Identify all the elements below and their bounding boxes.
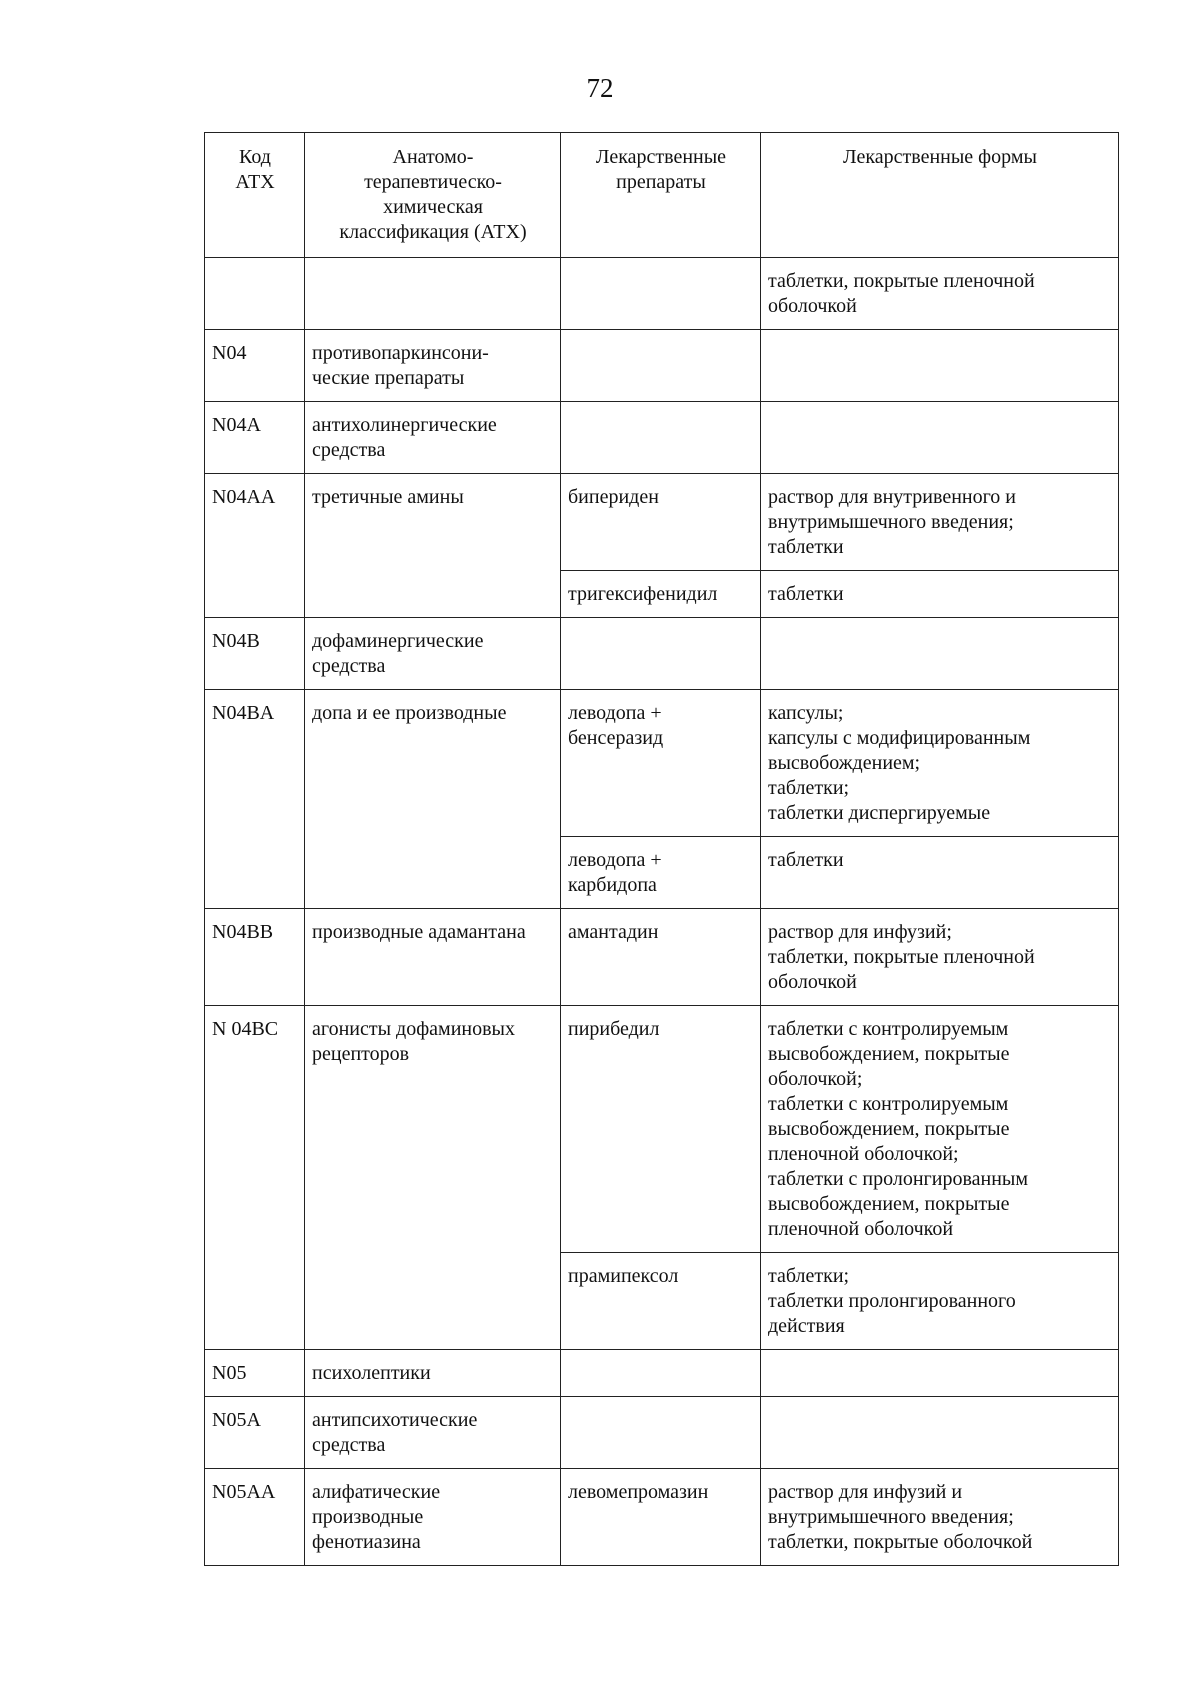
forms-cell: таблетки — [761, 837, 1119, 909]
table-row — [205, 909, 1119, 1006]
code-cell: N05A — [205, 1397, 305, 1469]
forms-cell: таблетки с контролируемым высвобождением, покрытые оболочкой; таблетки с контролируемым высвобождением, покрытые пленочной оболочкой; таблетки с пролонгированным высвобождением, покрытые пленочной оболочкой — [761, 1006, 1119, 1253]
classification-cell: антихолинергические средства — [305, 402, 561, 474]
table-row — [205, 1350, 1119, 1397]
table-row — [205, 690, 1119, 837]
code-cell: N04BA — [205, 690, 305, 909]
atx-table — [204, 132, 1119, 1566]
header-classification: Анатомо- терапевтическо- химическая классификация (АТХ) — [305, 133, 561, 258]
code-cell: N04A — [205, 402, 305, 474]
classification-cell: противопаркинсони- ческие препараты — [305, 330, 561, 402]
code-cell: N04BB — [205, 909, 305, 1006]
table-row — [205, 1397, 1119, 1469]
table-row — [205, 1006, 1119, 1253]
table-row — [205, 330, 1119, 402]
classification-cell: дофаминергические средства — [305, 618, 561, 690]
forms-cell: таблетки; таблетки пролонгированного действия — [761, 1253, 1119, 1350]
header-code: Код АТХ — [205, 133, 305, 258]
classification-cell: производные адамантана — [305, 909, 561, 1006]
drug-cell — [561, 618, 761, 690]
header-drugs: Лекарственные препараты — [561, 133, 761, 258]
table-row — [205, 258, 1119, 330]
table-row — [205, 1469, 1119, 1566]
code-cell: N05 — [205, 1350, 305, 1397]
forms-cell — [761, 402, 1119, 474]
forms-cell: капсулы; капсулы с модифицированным высвобождением; таблетки; таблетки диспергируемые — [761, 690, 1119, 837]
forms-cell: раствор для внутривенного и внутримышечного введения; таблетки — [761, 474, 1119, 571]
drug-cell — [561, 1350, 761, 1397]
forms-cell — [761, 1350, 1119, 1397]
classification-cell: агонисты дофаминовых рецепторов — [305, 1006, 561, 1350]
forms-cell: таблетки, покрытые пленочной оболочкой — [761, 258, 1119, 330]
forms-cell — [761, 618, 1119, 690]
code-cell — [205, 258, 305, 330]
table-row — [205, 402, 1119, 474]
forms-cell: раствор для инфузий; таблетки, покрытые пленочной оболочкой — [761, 909, 1119, 1006]
forms-cell — [761, 330, 1119, 402]
code-cell: N05AA — [205, 1469, 305, 1566]
classification-cell: антипсихотические средства — [305, 1397, 561, 1469]
table-row — [205, 618, 1119, 690]
code-cell: N04AA — [205, 474, 305, 618]
drug-cell: леводопа + карбидопа — [561, 837, 761, 909]
drug-cell: леводопа + бенсеразид — [561, 690, 761, 837]
drug-cell — [561, 402, 761, 474]
drug-cell — [561, 258, 761, 330]
forms-cell: раствор для инфузий и внутримышечного введения; таблетки, покрытые оболочкой — [761, 1469, 1119, 1566]
classification-cell — [305, 258, 561, 330]
drug-cell: пирибедил — [561, 1006, 761, 1253]
classification-cell: алифатические производные фенотиазина — [305, 1469, 561, 1566]
page-number: 72 — [586, 73, 614, 103]
drug-cell: бипериден — [561, 474, 761, 571]
classification-cell: допа и ее производные — [305, 690, 561, 909]
header-forms: Лекарственные формы — [761, 133, 1119, 258]
code-cell: N04 — [205, 330, 305, 402]
drug-cell: прамипексол — [561, 1253, 761, 1350]
table-row — [205, 474, 1119, 571]
code-cell: N04B — [205, 618, 305, 690]
drug-cell — [561, 330, 761, 402]
drug-cell: левомепромазин — [561, 1469, 761, 1566]
classification-cell: третичные амины — [305, 474, 561, 618]
classification-cell: психолептики — [305, 1350, 561, 1397]
forms-cell — [761, 1397, 1119, 1469]
drug-cell: тригексифенидил — [561, 571, 761, 618]
code-cell: N 04BC — [205, 1006, 305, 1350]
table-header-row — [205, 133, 1119, 258]
forms-cell: таблетки — [761, 571, 1119, 618]
drug-cell — [561, 1397, 761, 1469]
drug-cell: амантадин — [561, 909, 761, 1006]
